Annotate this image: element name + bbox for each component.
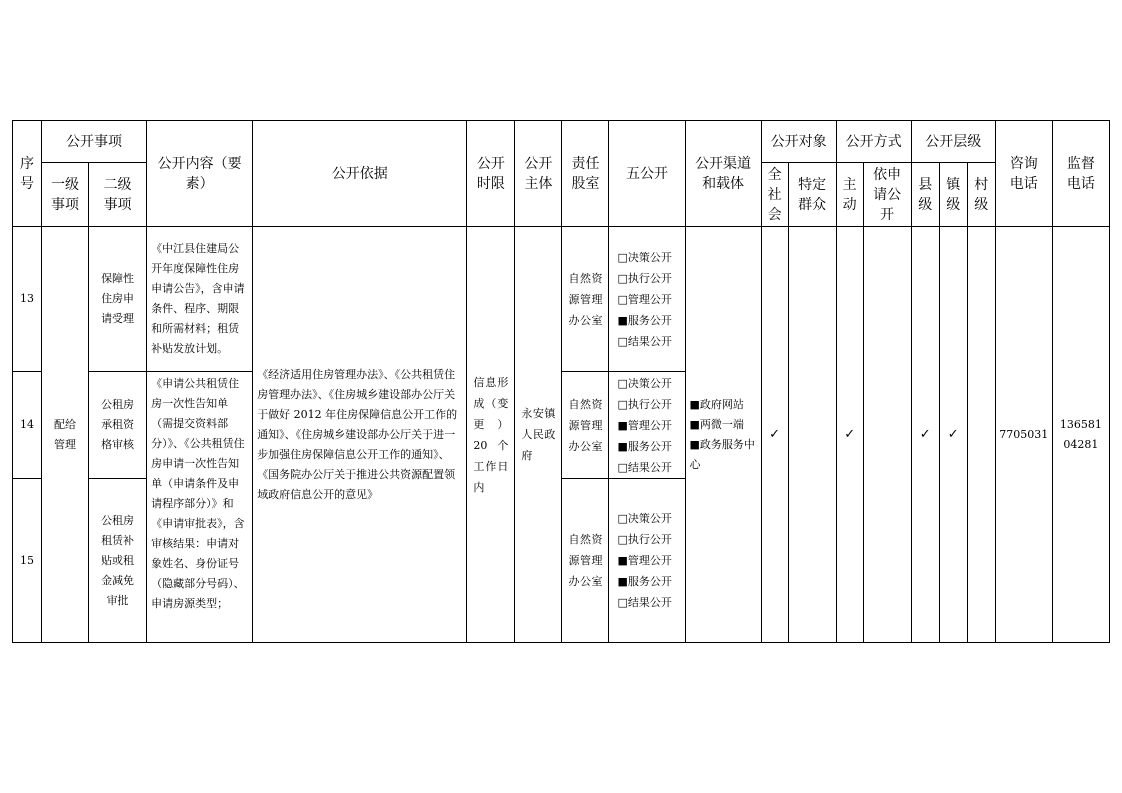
row-dept: 自然资源管理办公室 bbox=[562, 372, 609, 479]
header-aud-all: 全 社 会 bbox=[761, 163, 788, 227]
header-dept: 责任 股室 bbox=[562, 121, 609, 227]
row-level2: 公租房 租赁补 贴或租 金减免 审批 bbox=[89, 479, 147, 643]
header-basis: 公开依据 bbox=[253, 121, 467, 227]
header-content: 公开内容（要 素） bbox=[147, 121, 253, 227]
aud-all-check: ✓ bbox=[761, 227, 788, 643]
header-audience: 公开对象 bbox=[761, 121, 836, 163]
aud-special-check bbox=[788, 227, 836, 643]
row-content: 《申请公共租赁住房一次性告知单（需提交资料部分）》、《公共租赁住房申请一次性告知单（申请条件及申请程序部分）》和《申请审批表》，含审核结果：申请对象姓名、身份证号（隐藏部分号码）、申请房源类型； bbox=[147, 372, 253, 643]
header-level1: 一级 事项 bbox=[42, 163, 89, 227]
header-subject: 公开 主体 bbox=[515, 121, 562, 227]
header-item: 公开事项 bbox=[42, 121, 147, 163]
row-seq: 14 bbox=[13, 372, 42, 479]
header-tier-county: 县 级 bbox=[911, 163, 939, 227]
header-aud-special: 特定 群众 bbox=[788, 163, 836, 227]
tier-county-check: ✓ bbox=[911, 227, 939, 643]
row-content: 《中江县住建局公开年度保障性住房申请公告》，含申请条件、程序、期限和所需材料；租赁补贴发放计划。 bbox=[147, 227, 253, 372]
header-level2: 二级 事项 bbox=[89, 163, 147, 227]
header-channel: 公开渠道 和载体 bbox=[685, 121, 761, 227]
header-consult: 咨询 电话 bbox=[995, 121, 1052, 227]
disclosure-table bbox=[12, 120, 1110, 643]
row-seq: 15 bbox=[13, 479, 42, 643]
row-five: □决策公开 □执行公开 ■管理公开 ■服务公开 □结果公开 bbox=[609, 372, 685, 479]
consult-phone: 7705031 bbox=[995, 227, 1052, 643]
row-level2: 公租房 承租资 格审核 bbox=[89, 372, 147, 479]
basis-text: 《经济适用住房管理办法》、《公共租赁住房管理办法》、《住房城乡建设部办公厅关于做好 2012 年住房保障信息公开工作的通知》、《住房城乡建设部办公厅关于进一步加强住房保障信息公开工作的通知》、《国务院办公厅关于推进公共资源配置领域政府信息公开的意见》 bbox=[253, 227, 467, 643]
time-limit: 信息形成（变更）20 个工作日内 bbox=[467, 227, 515, 643]
row-seq: 13 bbox=[13, 227, 42, 372]
header-seq: 序 号 bbox=[13, 121, 42, 227]
method-request-check bbox=[863, 227, 911, 643]
tier-village-check bbox=[967, 227, 995, 643]
subject: 永安镇人民政府 bbox=[515, 227, 562, 643]
supervise-phone: 13658104281 bbox=[1052, 227, 1109, 643]
level1-item: 配给 管理 bbox=[42, 227, 89, 643]
row-dept: 自然资源管理办公室 bbox=[562, 479, 609, 643]
header-tier-village: 村 级 bbox=[967, 163, 995, 227]
header-method: 公开方式 bbox=[836, 121, 911, 163]
tier-town-check: ✓ bbox=[939, 227, 967, 643]
header-tier: 公开层级 bbox=[911, 121, 995, 163]
header-tier-town: 镇 级 bbox=[939, 163, 967, 227]
method-active-check: ✓ bbox=[836, 227, 863, 643]
channel: ■政府网站 ■两微一端 ■政务服务中心 bbox=[685, 227, 761, 643]
row-dept: 自然资源管理办公室 bbox=[562, 227, 609, 372]
row-five: □决策公开 □执行公开 □管理公开 ■服务公开 □结果公开 bbox=[609, 227, 685, 372]
header-supervise: 监督 电话 bbox=[1052, 121, 1109, 227]
header-time-limit: 公开 时限 bbox=[467, 121, 515, 227]
row-level2: 保障性 住房申 请受理 bbox=[89, 227, 147, 372]
row-five: □决策公开 □执行公开 ■管理公开 ■服务公开 □结果公开 bbox=[609, 479, 685, 643]
header-method-active: 主 动 bbox=[836, 163, 863, 227]
header-five: 五公开 bbox=[609, 121, 685, 227]
table-row bbox=[13, 227, 1110, 372]
header-method-request: 依申 请公 开 bbox=[863, 163, 911, 227]
